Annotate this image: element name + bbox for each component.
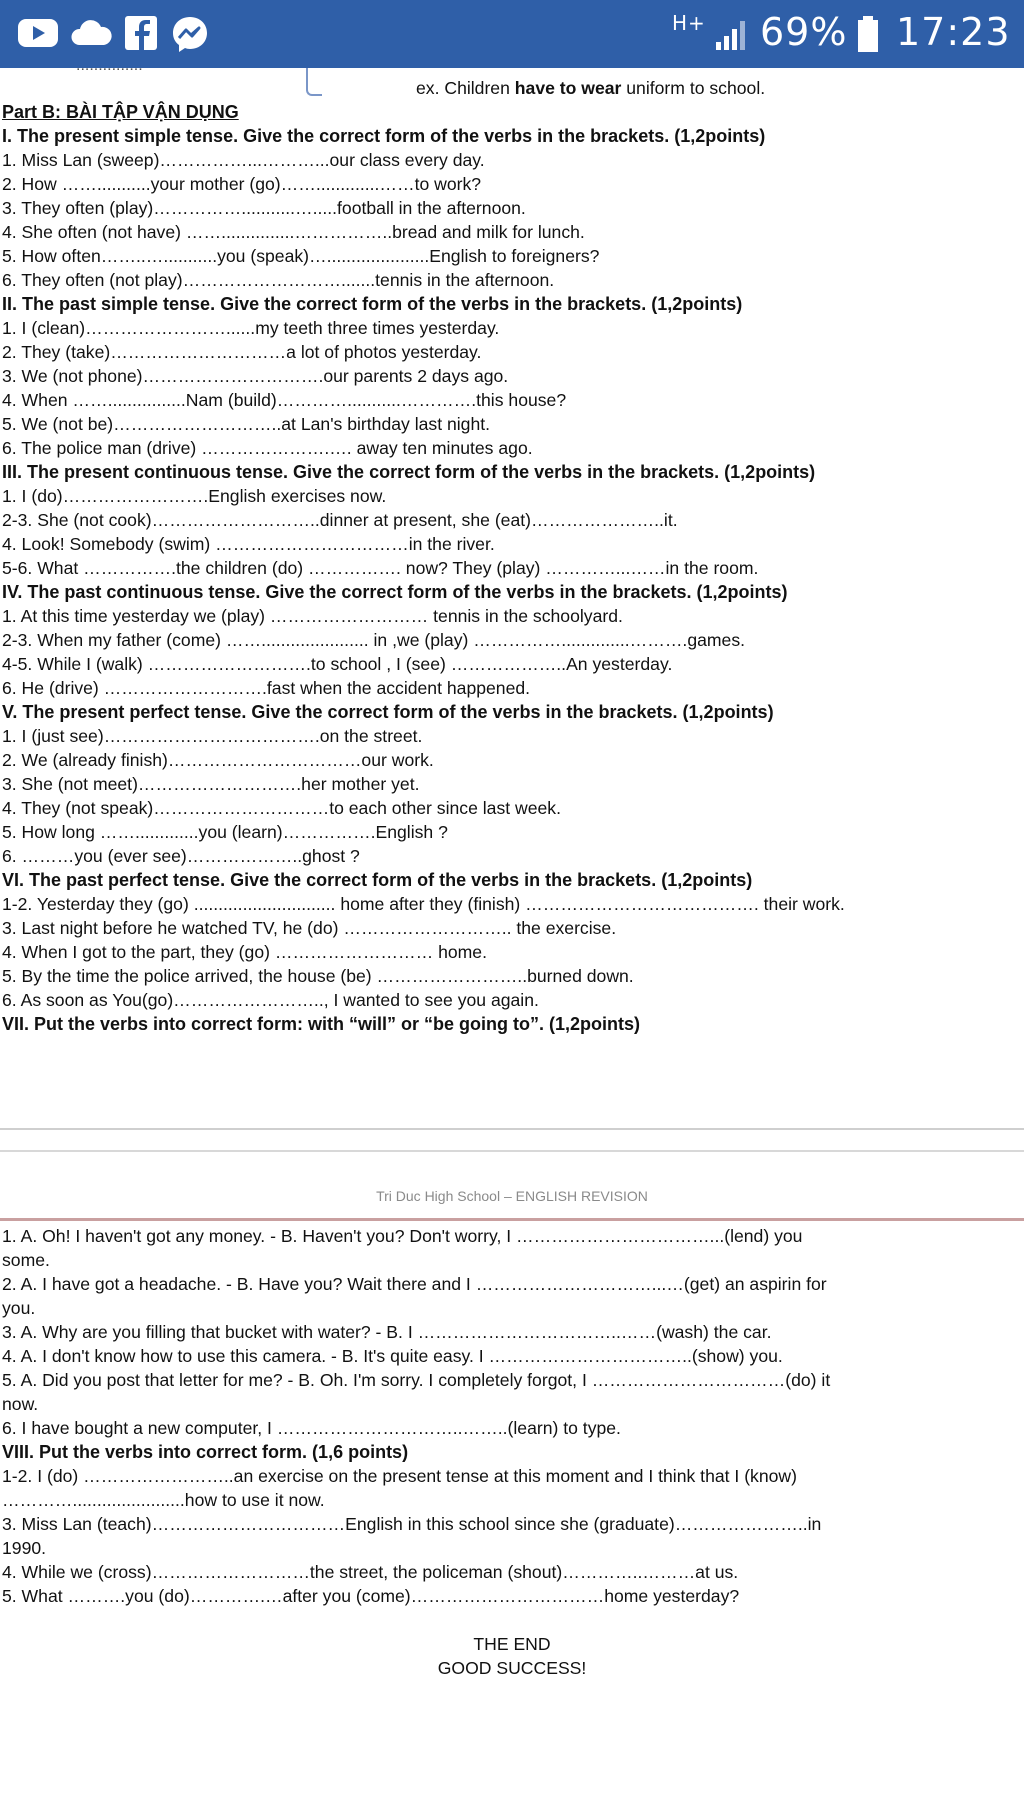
list-item: 2. We (already finish)……………………………our work. — [2, 750, 434, 770]
list-item: 5. By the time the police arrived, the house (be) ……………………..burned down. — [2, 966, 634, 986]
list-item: 4. They (not speak)…………………………to each other since last week. — [2, 798, 561, 818]
list-item: 6. I have bought a new computer, I …………………………..……..(learn) to type. — [2, 1418, 621, 1438]
section-5-title: V. The present perfect tense. Give the correct form of the verbs in the brackets. (1,2points) — [2, 702, 774, 722]
list-item: 1. I (do)…………………….English exercises now. — [2, 486, 387, 506]
list-item: 3. Last night before he watched TV, he (do) ……………………….. the exercise. — [2, 918, 617, 938]
list-item: 3. A. Why are you filling that bucket with water? - B. I ……………………………..……(wash) the car. — [2, 1322, 772, 1342]
list-item: you. — [2, 1298, 36, 1318]
list-item: 1-2. Yesterday they (go) ............................. home after they (finish) …………………………………. their work. — [2, 894, 845, 914]
list-item: 1. A. Oh! I haven't got any money. - B. Haven't you? Don't worry, I ……………………………...(lend) you — [2, 1226, 803, 1246]
list-item: 2-3. She (not cook)………………………..dinner at present, she (eat)…………………..it. — [2, 510, 678, 530]
list-item: 1. Miss Lan (sweep)……………...………...our class every day. — [2, 150, 485, 170]
list-item: 5. A. Did you post that letter for me? - B. Oh. I'm sorry. I completely forgot, I ……………………………(do) it — [2, 1370, 831, 1390]
page-header-text: Tri Duc High School – ENGLISH REVISION — [376, 1188, 648, 1204]
list-item: 3. They often (play)……………...........….....football in the afternoon. — [2, 198, 526, 218]
list-item: 2. A. I have got a headache. - B. Have you? Wait there and I …………………………...…(get) an aspirin for — [2, 1274, 827, 1294]
list-item: 4. While we (cross)………………………the street, the policeman (shout)…………..………at us. — [2, 1562, 739, 1582]
section-6-title: VI. The past perfect tense. Give the correct form of the verbs in the brackets. (1,2points) — [2, 870, 753, 890]
part-b-heading: Part B: BÀI TẬP VẬN DỤNG — [2, 102, 239, 122]
battery-icon — [856, 14, 880, 54]
list-item: 3. Miss Lan (teach)……………………………English in this school since she (graduate)…………………..in — [2, 1514, 822, 1534]
list-item: 6. ………you (ever see)………………..ghost ? — [2, 846, 360, 866]
section-8-title: VIII. Put the verbs into correct form. (1,6 points) — [2, 1442, 409, 1462]
list-item: 6. They often (not play)……………………….......tennis in the afternoon. — [2, 270, 555, 290]
messenger-icon — [170, 14, 210, 54]
list-item: ………….......................how to use it now. — [2, 1490, 325, 1510]
list-item: now. — [2, 1394, 39, 1414]
network-type: H+ — [672, 11, 706, 35]
good-success-text: GOOD SUCCESS! — [437, 1658, 587, 1678]
list-item: 4. When ……................Nam (build)…………...........………….this house? — [2, 390, 567, 410]
list-item: 1. I (just see)……………………………….on the street. — [2, 726, 423, 746]
bracket-mark — [306, 68, 322, 96]
list-item: 5. How long …….............you (learn)…………….English ? — [2, 822, 448, 842]
facebook-icon — [124, 14, 158, 52]
header-rule — [0, 1218, 1024, 1221]
list-item: 5. We (not be)………………………..at Lan's birthday last night. — [2, 414, 491, 434]
page-break-divider — [0, 1128, 1024, 1130]
section-3-title: III. The present continuous tense. Give the correct form of the verbs in the brackets. (1,2points) — [2, 462, 816, 482]
page-break-divider — [0, 1150, 1024, 1152]
clock-time: 17:23 — [896, 10, 1011, 54]
youtube-icon — [16, 16, 60, 50]
list-item: 1990. — [2, 1538, 47, 1558]
list-item: 6. As soon as You(go)…………………….., I wanted to see you again. — [2, 990, 539, 1010]
list-item: 2. They (take)…………………………a lot of photos yesterday. — [2, 342, 482, 362]
section-2-title: II. The past simple tense. Give the correct form of the verbs in the brackets. (1,2points) — [2, 294, 743, 314]
list-item: 5-6. What …………….the children (do) ……………. now? They (play) …………...……in the room. — [2, 558, 759, 578]
list-item: 4. She often (not have) ……...............……………..bread and milk for lunch. — [2, 222, 585, 242]
document-page[interactable] — [0, 57, 1024, 1820]
cloud-icon — [70, 18, 112, 48]
list-item: 4. Look! Somebody (swim) ……………………………in the river. — [2, 534, 495, 554]
list-item: 3. We (not phone)………………………….our parents 2 days ago. — [2, 366, 509, 386]
list-item: 4-5. While I (walk) ……………………….to school , I (see) ………………..An yesterday. — [2, 654, 673, 674]
list-item: 6. The police man (drive) ………………….…. away ten minutes ago. — [2, 438, 533, 458]
list-item: 6. He (drive) ……………………….fast when the accident happened. — [2, 678, 531, 698]
list-item: 3. She (not meet)……………………….her mother yet. — [2, 774, 420, 794]
list-item: 2-3. When my father (come) ……...................... in ,we (play) ……………..............……….games. — [2, 630, 746, 650]
list-item: 1. I (clean)……………………......my teeth three times yesterday. — [2, 318, 500, 338]
cut-off-text: ............... — [76, 57, 143, 74]
section-4-title: IV. The past continuous tense. Give the correct form of the verbs in the brackets. (1,2points) — [2, 582, 788, 602]
battery-percent: 69% — [760, 10, 848, 54]
list-item: some. — [2, 1250, 50, 1270]
the-end-text: THE END — [473, 1634, 551, 1654]
list-item: 1. At this time yesterday we (play) ……………………… tennis in the schoolyard. — [2, 606, 623, 626]
list-item: 5. How often……..…...........you (speak)….....................English to foreigners? — [2, 246, 600, 266]
list-item: 5. What ……….you (do)………….…after you (come)……………………………home yesterday? — [2, 1586, 740, 1606]
example-line: ex. Children have to wear uniform to school. — [416, 78, 766, 98]
status-bar — [0, 0, 1024, 68]
list-item: 4. A. I don't know how to use this camera. - B. It's quite easy. I ……………………………..(show) you. — [2, 1346, 783, 1366]
list-item: 1-2. I (do) ……………………..an exercise on the present tense at this moment and I think that I (know) — [2, 1466, 797, 1486]
list-item: 2. How ……...........your mother (go)…….............……to work? — [2, 174, 482, 194]
signal-icon — [714, 18, 750, 52]
section-7-title: VII. Put the verbs into correct form: with “will” or “be going to”. (1,2points) — [2, 1014, 641, 1034]
list-item: 4. When I got to the part, they (go) ……………………… home. — [2, 942, 487, 962]
section-1-title: I. The present simple tense. Give the correct form of the verbs in the brackets. (1,2points) — [2, 126, 766, 146]
